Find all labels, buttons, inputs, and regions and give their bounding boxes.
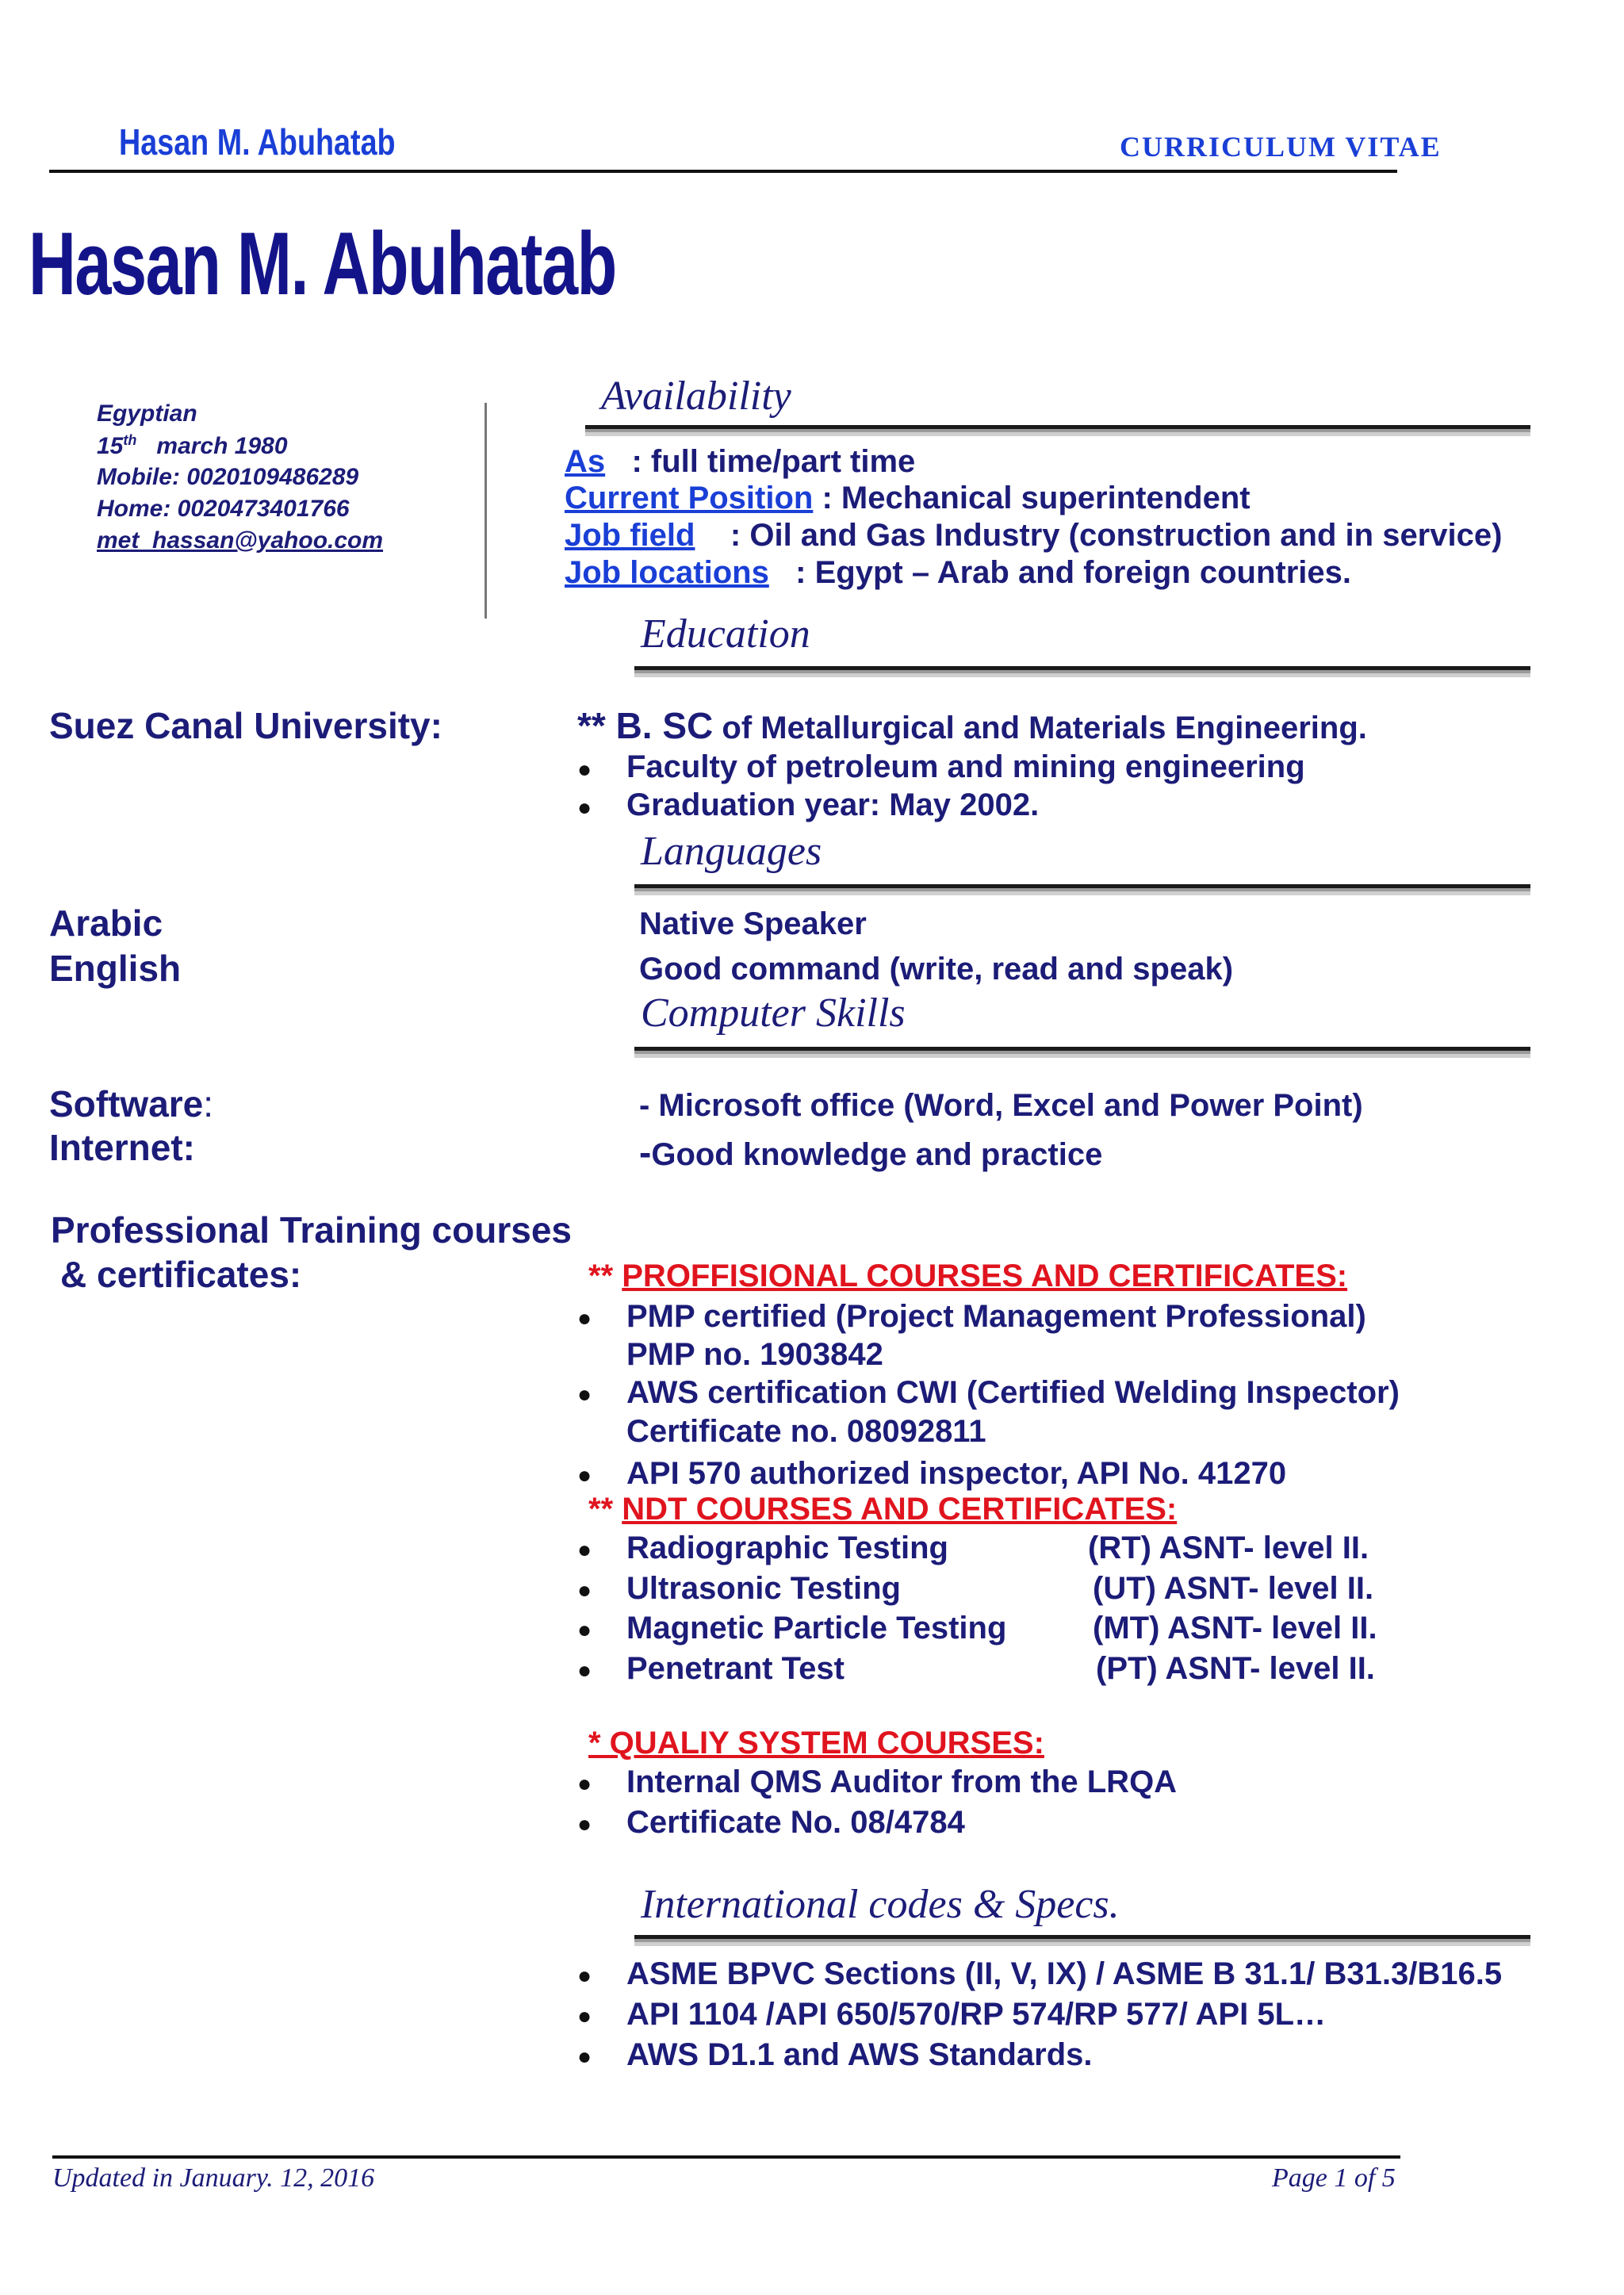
as-label: As: [565, 444, 606, 479]
locations-value: : Egypt – Arab and foreign countries.: [795, 555, 1351, 590]
quality-heading: * QUALIY SYSTEM COURSES:: [588, 1726, 1044, 1761]
dob-rest: march 1980: [156, 433, 288, 459]
codes-item: API 1104 /API 650/570/RP 574/RP 577/ API 5L…: [626, 1997, 1327, 2032]
education-university: Suez Canal University:: [49, 705, 442, 746]
bullet-icon: ●: [577, 1381, 592, 1408]
availability-position: [565, 481, 1251, 516]
as-value: : full time/part time: [631, 444, 916, 479]
ndt-heading-text: NDT COURSES AND CERTIFICATES:: [622, 1492, 1178, 1527]
prof-heading-text: PROFFISIONAL COURSES AND CERTIFICATES:: [622, 1259, 1348, 1293]
prof-item: API 570 authorized inspector, API No. 41270: [626, 1456, 1287, 1491]
bullet-icon: ●: [577, 1963, 592, 1989]
bullet-icon: ●: [577, 1811, 592, 1837]
degree-prefix: ** B. SC: [577, 705, 714, 746]
internet-dash: -: [639, 1132, 652, 1173]
prof-item-sub: Certificate no. 08092811: [626, 1414, 986, 1449]
computer-rule: [634, 1047, 1530, 1058]
software-value: - Microsoft office (Word, Excel and Power Point): [639, 1088, 1363, 1123]
language-level: Good command (write, read and speak): [639, 952, 1234, 987]
ndt-item-name: Ultrasonic Testing: [626, 1571, 901, 1606]
ndt-item-name: Radiographic Testing: [626, 1531, 948, 1565]
language-level: Native Speaker: [639, 906, 867, 941]
language-name: Arabic: [49, 902, 163, 944]
position-value: : Mechanical superintendent: [822, 481, 1251, 515]
education-degree: [577, 704, 1367, 747]
education-rule: [634, 666, 1530, 677]
locations-label: Job locations: [565, 555, 769, 590]
languages-rule: [634, 884, 1530, 895]
bullet-icon: ●: [577, 1537, 592, 1563]
internet-text: Good knowledge and practice: [651, 1137, 1103, 1172]
position-label: Current Position: [565, 481, 814, 515]
bullet-icon: ●: [577, 757, 592, 783]
ndt-item-level: (MT) ASNT- level II.: [1093, 1611, 1377, 1646]
quality-item: Certificate No. 08/4784: [626, 1805, 965, 1840]
contact-home: Home: 0020473401766: [97, 496, 350, 522]
training-label-line1: Professional Training courses: [51, 1209, 572, 1251]
footer-rule: [52, 2155, 1400, 2159]
codes-item: ASME BPVC Sections (II, V, IX) / ASME B 31.1/ B31.3/B16.5: [626, 1956, 1503, 1991]
ndt-heading: [588, 1492, 1177, 1527]
software-label: [49, 1082, 213, 1125]
education-item: Graduation year: May 2002.: [626, 787, 1040, 822]
education-title: Education: [641, 611, 810, 657]
training-label-line2: & certificates:: [60, 1254, 302, 1295]
prof-heading-stars: **: [588, 1259, 622, 1293]
bullet-icon: ●: [577, 795, 592, 821]
degree-rest: of Metallurgical and Materials Engineering.: [722, 711, 1367, 745]
availability-locations: [565, 555, 1351, 591]
footer-updated: Updated in January. 12, 2016: [52, 2163, 375, 2193]
availability-field: [565, 518, 1502, 554]
prof-item: AWS certification CWI (Certified Welding Inspector): [626, 1375, 1400, 1410]
contact-divider: [485, 403, 487, 619]
dob-suffix: th: [123, 432, 137, 448]
field-label: Job field: [565, 518, 695, 553]
codes-title: International codes & Specs.: [641, 1882, 1120, 1927]
quality-item: Internal QMS Auditor from the LRQA: [626, 1764, 1178, 1799]
availability-rule: [585, 425, 1530, 436]
bullet-icon: ●: [577, 2003, 592, 2029]
software-label-text: Software: [49, 1083, 204, 1125]
bullet-icon: ●: [577, 2044, 592, 2070]
footer-page: Page 1 of 5: [1272, 2163, 1396, 2193]
bullet-icon: ●: [577, 1462, 592, 1488]
contact-email-link[interactable]: met_hassan@yahoo.com: [97, 527, 384, 554]
bullet-icon: ●: [577, 1657, 592, 1684]
ndt-item-level: (UT) ASNT- level II.: [1093, 1571, 1374, 1606]
software-colon: :: [203, 1083, 214, 1125]
computer-title: Computer Skills: [641, 990, 906, 1036]
header-doc-label: CURRICULUM VITAE: [1120, 131, 1442, 163]
ndt-item-level: (PT) ASNT- level II.: [1096, 1651, 1375, 1686]
availability-as: [565, 444, 915, 480]
codes-rule: [634, 1935, 1530, 1946]
availability-title: Availability: [601, 374, 791, 419]
bullet-icon: ●: [577, 1577, 592, 1603]
ndt-item-level: (RT) ASNT- level II.: [1088, 1531, 1369, 1565]
field-value: : Oil and Gas Industry (construction and in service): [730, 518, 1503, 553]
header-rule: [49, 170, 1397, 173]
internet-value: [639, 1131, 1102, 1174]
ndt-item-name: Penetrant Test: [626, 1651, 845, 1686]
education-item: Faculty of petroleum and mining engineering: [626, 749, 1305, 784]
contact-dob: [97, 432, 288, 460]
dob-day: 15: [97, 433, 124, 459]
bullet-icon: ●: [577, 1771, 592, 1797]
header-name: Hasan M. Abuhatab: [119, 121, 396, 163]
contact-nationality: Egyptian: [97, 400, 197, 427]
prof-item: PMP certified (Project Management Professional): [626, 1299, 1366, 1334]
page-title: Hasan M. Abuhatab: [29, 214, 616, 313]
prof-heading: [588, 1259, 1347, 1294]
bullet-icon: ●: [577, 1305, 592, 1331]
language-name: English: [49, 948, 182, 989]
contact-mobile: Mobile: 0020109486289: [97, 464, 359, 490]
bullet-icon: ●: [577, 1617, 592, 1643]
languages-title: Languages: [641, 829, 822, 874]
codes-item: AWS D1.1 and AWS Standards.: [626, 2037, 1093, 2072]
internet-label: Internet:: [49, 1127, 195, 1168]
ndt-item-name: Magnetic Particle Testing: [626, 1611, 1007, 1646]
ndt-heading-stars: **: [588, 1492, 622, 1527]
prof-item-sub: PMP no. 1903842: [626, 1337, 883, 1372]
